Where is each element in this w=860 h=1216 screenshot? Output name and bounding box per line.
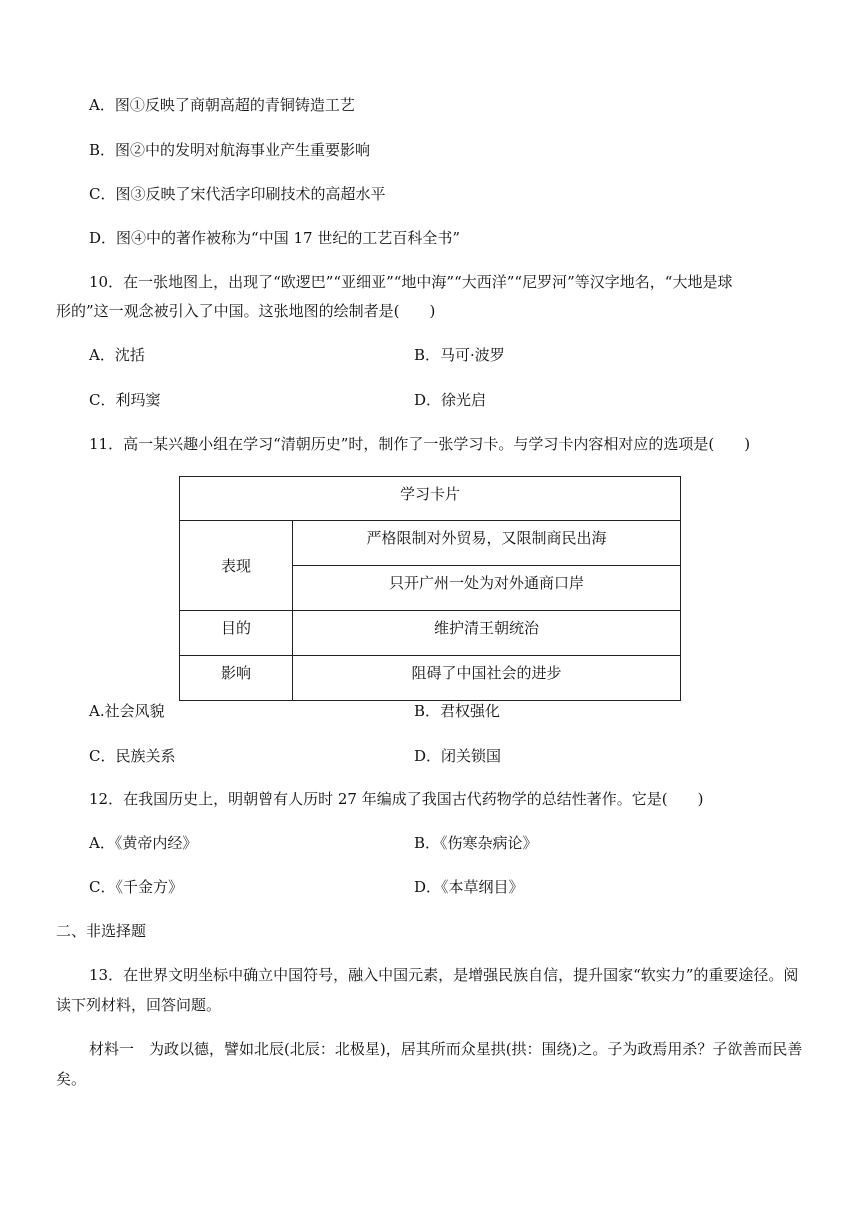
q11-option-b: B．君权强化 (414, 702, 501, 720)
q10-option-a: A．沈括 (89, 346, 145, 364)
q13-stem-line2: 读下列材料，回答问题。 (56, 996, 222, 1014)
study-card-title: 学习卡片 (180, 477, 681, 521)
q9-option-d: D．图④中的著作被称为“中国 17 世纪的工艺百科全书” (89, 229, 460, 247)
q11-option-c: C．民族关系 (89, 747, 176, 765)
q11-option-d: D．闭关锁国 (414, 747, 502, 765)
study-card-label-impact: 影响 (180, 656, 293, 701)
study-card-performance-1: 严格限制对外贸易，又限制商民出海 (293, 521, 681, 566)
q13-material1-line1: 材料一 为政以德，譬如北辰(北辰：北极星)，居其所而众星拱(拱：围绕)之。子为政焉用杀？子欲善而民善 (89, 1040, 803, 1058)
q10-stem-line2: 形的”这一观念被引入了中国。这张地图的绘制者是( ) (56, 302, 436, 320)
q9-option-a: A．图①反映了商朝高超的青铜铸造工艺 (89, 96, 355, 114)
q12-option-c: C．《千金方》 (89, 878, 183, 896)
section-title: 二、非选择题 (56, 922, 147, 940)
q10-option-d: D．徐光启 (414, 391, 487, 409)
q9-option-c: C．图③反映了宋代活字印刷技术的高超水平 (89, 185, 386, 203)
q13-stem-line1: 13．在世界文明坐标中确立中国符号，融入中国元素，是增强民族自信，提升国家“软实力”的重要途径。阅 (89, 966, 799, 984)
q12-option-a: A．《黄帝内经》 (89, 834, 198, 852)
q13-material1-line2: 矣。 (56, 1070, 87, 1088)
q12-option-b: B．《伤寒杂病论》 (414, 834, 538, 852)
study-card-impact: 阻碍了中国社会的进步 (293, 656, 681, 701)
study-card-purpose: 维护清王朝统治 (293, 611, 681, 656)
q10-option-c: C．利玛窦 (89, 391, 161, 409)
study-card-performance-2: 只开广州一处为对外通商口岸 (293, 566, 681, 611)
study-card-label-performance: 表现 (180, 521, 293, 611)
study-card-table (179, 476, 681, 701)
study-card-label-purpose: 目的 (180, 611, 293, 656)
q9-option-b: B．图②中的发明对航海事业产生重要影响 (89, 141, 371, 159)
q11-stem: 11．高一某兴趣小组在学习“清朝历史”时，制作了一张学习卡。与学习卡内容相对应的选项是( ) (89, 435, 751, 453)
q10-option-b: B．马可·波罗 (414, 346, 505, 364)
q11-option-a: A.社会风貌 (89, 702, 165, 720)
q10-stem-line1: 10．在一张地图上，出现了“欧逻巴”“亚细亚”“地中海”“大西洋”“尼罗河”等汉字地名，“大地是球 (89, 273, 733, 291)
q12-stem: 12．在我国历史上，明朝曾有人历时 27 年编成了我国古代药物学的总结性著作。它是( ) (89, 790, 704, 808)
q12-option-d: D．《本草纲目》 (414, 878, 524, 896)
